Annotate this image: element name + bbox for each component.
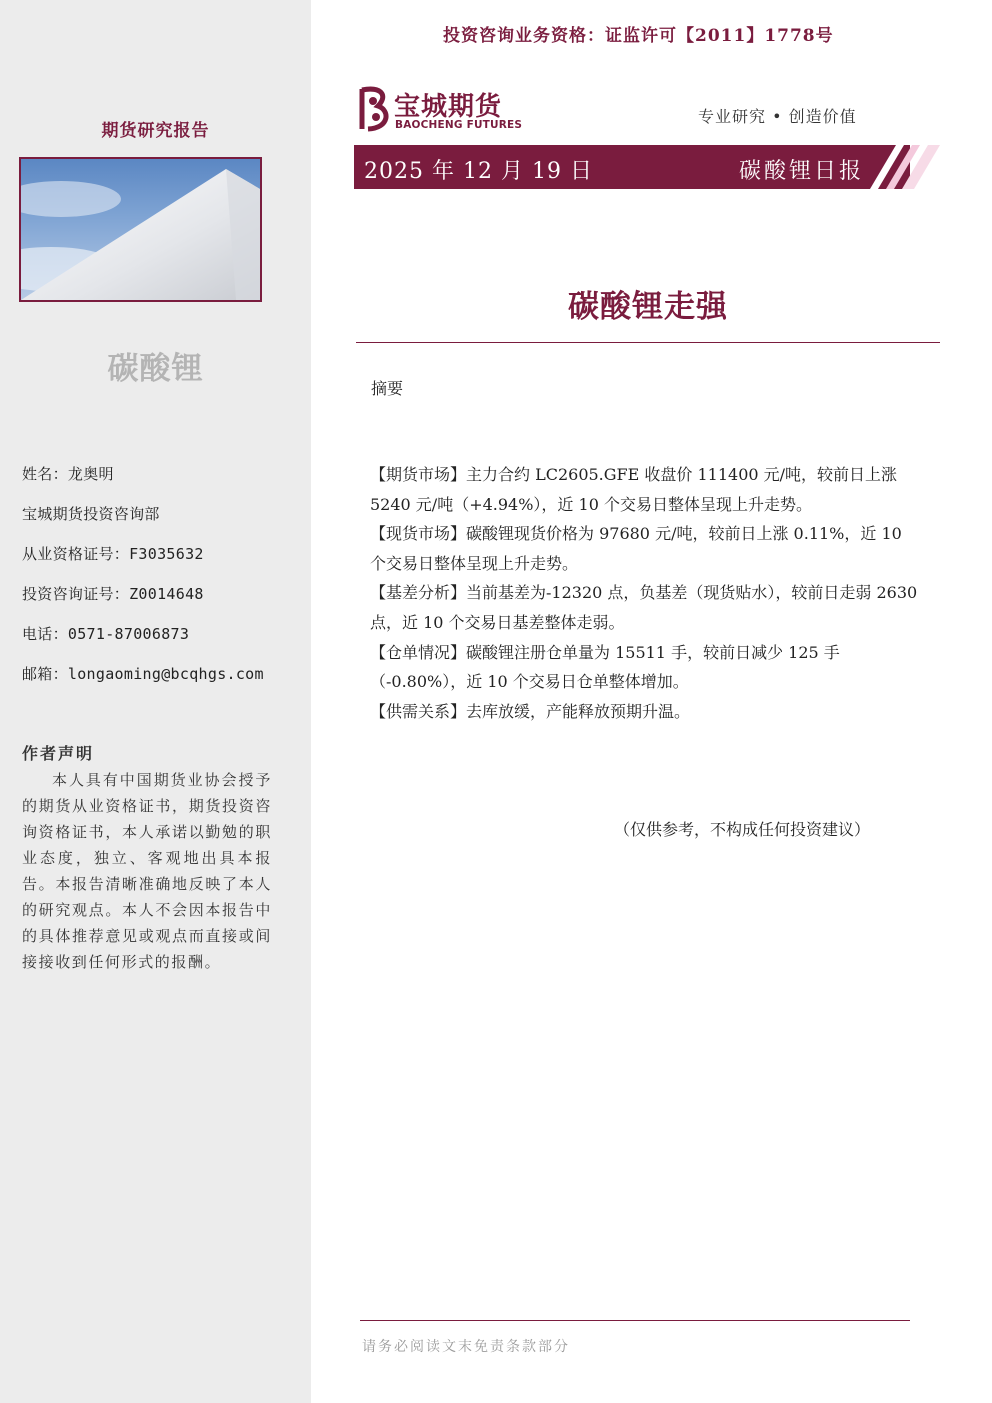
abstract-label: 摘要 [371,379,404,398]
cover-image [19,157,262,302]
sidebar-product: 碳酸锂 [107,351,204,387]
title-divider [356,342,940,343]
report-type: 碳酸锂日报 [738,159,864,184]
footer-note: 请务必阅读文末免责条款部分 [362,1339,570,1355]
paragraph-futures: 【期货市场】主力合约 LC2605.GFE 收盘价 111400 元/吨，较前日上涨 5240 元/吨（+4.94%），近 10 个交易日整体呈现上升走势。 [370,465,898,514]
reference-note: （仅供参考，不构成任何投资建议） [614,820,871,839]
date-banner [354,145,910,189]
qualification-line: 投资咨询业务资格：证监许可【2011】1778号 [443,26,834,46]
author-department: 宝城期货投资咨询部 [22,505,160,523]
abstract-body [370,460,918,726]
document-title: 碳酸锂走强 [568,289,728,325]
author-email: 邮箱：longaoming@bcqhgs.com [22,665,264,683]
consulting-number: 投资咨询证号：Z0014648 [22,585,204,603]
company-logo [356,86,526,136]
paragraph-spot: 【现货市场】碳酸锂现货价格为 97680 元/吨，较前日上涨 0.11%，近 10 个交易日整体呈现上升走势。 [370,524,902,573]
paragraph-basis: 【基差分析】当前基差为-12320 点，负基差（现货贴水），较前日走弱 2630 点，近 10 个交易日基差整体走弱。 [370,583,918,632]
logo-name-cn: 宝城期货 [394,92,503,122]
salt-pile-icon [21,159,260,300]
author-phone: 电话：0571-87006873 [22,625,190,643]
declaration-body: 本人具有中国期货业协会授予的期货从业资格证书，期货投资咨询资格证书，本人承诺以勤勉的职业态度，独立、客观地出具本报告。本报告清晰准确地反映了本人的研究观点。本人不会因本报告中的具体推荐意见或观点而直接或间接接收到任何形式的报酬。 [22,771,272,971]
logo-name-en: BAOCHENG FUTURES [395,119,523,131]
declaration-title: 作者声明 [22,744,95,763]
sidebar [0,0,311,1403]
slogan: 专业研究 • 创造价值 [698,107,857,126]
paragraph-supply-demand: 【供需关系】去库放缓，产能释放预期升温。 [370,701,691,721]
qualification-number: 从业资格证号：F3035632 [22,545,204,563]
author-name: 姓名：龙奥明 [22,465,114,483]
banner-stripes-icon [860,145,940,189]
footer-divider [360,1320,910,1321]
logo-b-icon [356,86,392,132]
report-date: 2025 年 12 月 19 日 [364,159,593,184]
sidebar-heading: 期货研究报告 [101,121,210,141]
paragraph-warehouse: 【仓单情况】碳酸锂注册仓单量为 15511 手，较前日减少 125 手（-0.80%），近 10 个交易日仓单整体增加。 [370,642,840,692]
